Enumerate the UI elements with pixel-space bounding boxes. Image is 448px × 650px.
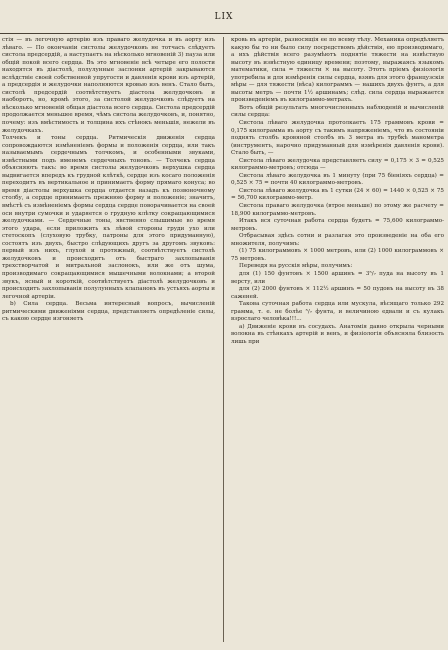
paragraph: Систола праваго желудочка (втрое меньше) по этому же расчету = 18,900 килограммо-метровъ.: [231, 203, 444, 217]
page-number: LIX: [214, 12, 234, 22]
paragraph: Отбрасывая здѣсь сотни и разлагая это произведеніе на оба его множителя, получимъ:: [231, 233, 444, 247]
paragraph: для (1) 150 фунтовъ × 1500 аршинъ = 3⁵/₇ пуда на высоту въ 1 версту, или: [231, 270, 444, 285]
left-column: [2, 37, 215, 642]
right-column: [231, 37, 444, 642]
paragraph: Систола лѣваго желудочка представляетъ силу = 0,175 × 3 = 0,525 килограммо-метровъ; отсюда —: [231, 157, 444, 172]
paragraph: кровь въ артеріи, разносящія ее по всему тѣлу. Механика опредѣляетъ какую бы то ни было силу посредствомъ дѣйствія, ею производимаго, а ихъ дѣйствія всего разумѣютъ поднятіе тяжести на извѣстную высоту въ извѣстную единицу времени; поэтому, выражаясь языкомъ математики, сила = тяжести × на высоту. Этотъ пріемъ физіологія употребила и для измѣренія силы сердца, взявъ для этого французскія мѣры — для тяжести (вѣса) килограммъ — нашихъ двухъ фунтъ, а для высоты метръ — почти 1½ аршинамъ; слѣд. сила сердца выражается произведеніемъ въ килограммо-метрахъ.: [231, 37, 444, 104]
paragraph: b) Сила сердца. Весьма интересный вопросъ, вычисленій ритмическими движеніями сердца, представляетъ опредѣленіе силы, съ какою сердце изгоняетъ: [2, 301, 215, 323]
paragraph: Вотъ общій результатъ многочисленныхъ наблюденій и вычисленій силы сердца:: [231, 104, 444, 119]
paragraph: (1) 75 килограммовъ × 1000 метровъ, или (2) 1000 килограммовъ × 75 метровъ.: [231, 248, 444, 262]
paragraph: для (2) 2000 фунтовъ × 112½ аршинъ = 50 пудовъ на высоту въ 38 саженей.: [231, 286, 444, 300]
paragraph: Систола лѣваго желудочка въ 1 минуту (при 75 біеніяхъ сердца) = 0,525 × 75 = почти 40 килограммо-метровъ.: [231, 172, 444, 187]
column-divider: [223, 37, 224, 642]
header-rule: [0, 33, 448, 34]
paragraph: Переведя на русскія мѣры, получимъ:: [239, 263, 353, 270]
paragraph: Толчекъ и тоны сердца. Ритмическія движенія сердца сопровождаются измѣненіемъ формы и положенія сердца, или такъ называемымъ сердечнымъ толчкомъ, и особенными звуками, извѣстными подъ именемъ сердечныхъ тоновъ. — Толчекъ сердца объясняютъ такъ: во время систолы желудочковъ верхушка сердца выдвигается впередъ къ грудной клѣткѣ, сердце изъ косаго положенія переходитъ въ вертикальное и принимаетъ форму прямаго конуса; во время діастолы верхушка сердца отдается назадъ къ позвоночному столбу, а сердце принимаетъ прежнюю форму и положеніе; значитъ, вмѣстѣ съ измѣненіемъ формы сердца сердце поворачивается на своей оси внутри сумочки и ударяется о грудную клѣтку сокращающимися желудочками. — Сердечные тоны, явственно слышимые во время этого удара, если приложить къ лѣвой стороны груди ухо или стетоскопъ (слуховую трубку, патроны для этого придуманную), состоятъ изъ двухъ, быстро слѣдующихъ другъ за другомъ звуковъ: первый изъ нихъ, глухой и протяжный, соотвѣтствуетъ систолѣ желудочковъ и происходитъ отъ быстраго захлопыванія трехстворчатой и митральной заслонокъ, или же отъ шума, производимаго сокращающимися мышечными волокнами; а второй звукъ, ясный и короткій, соотвѣтствуетъ діастолѣ желудочковъ и происходитъ захлопыванія полулунныхъ клапановъ въ устьяхъ аорты и легочной артеріи.: [2, 135, 215, 300]
paragraph: Такова суточная работа сердца или мускула, вѣсящаго только 292 грамма, т. е. не болѣе ⁵/₇ фунта, и величиною едвали и съ кулакъ взрослаго человѣка!!!...: [231, 301, 444, 323]
paragraph: Систола лѣваго желудочка протолкаетъ 175 граммовъ крови = 0,175 килограмма въ аорту съ такимъ напряженіемъ, что въ состояніи поднять столбъ кровяной столбъ въ 3 метра въ трубкѣ манометра (инструментъ, нарочно придуманный для измѣренія давленія крови). Стало быть, —: [231, 120, 444, 157]
paragraph: а) Движеніе крови въ сосудахъ. Анатомія давно открыла черными волокна въ стѣнкахъ артерій и венъ, и физіологія объясняла близость лишь при: [231, 323, 444, 345]
paragraph: Систола лѣваго желудочка въ 1 сутки (24 × 60) = 1440 × 0,525 × 75 = 56,700 килограммо-метр.: [231, 187, 444, 202]
paragraph: Итакъ вся суточная работа сердца будетъ = 75,600 килограммо-метровъ.: [231, 218, 444, 232]
paragraph: стія — въ легочную артерію изъ праваго желудочка и въ аорту изъ лѣваго. — По окончаніи систолы желудочковъ не тотчасъ слѣдуетъ систола предсердій, а наступаетъ на нѣсколько мгновеній 3) пауза или общій покой всего сердца. Въ это мгновеніе всѣ четыре его полости находятся въ діастолѣ, полулунные заслонки артерій закрываются вслѣдствіе своей собственной упругости и давленія крови изъ артерій, а предсердія и желудочки наполняются кровью изъ венъ. Стало быть, систолѣ предсердій соотвѣтствуетъ діастола желудочковъ и наоборотъ, но, кромѣ этого, за систолой желудочковъ слѣдуетъ на нѣсколько мгновеній общая діастола всего сердца. Систола предсердій продолжается меньшее время, чѣмъ систола желудочковъ, и, понятно, почему: изъ вмѣстимость и толщина ихъ стѣнокъ меньшія, нежели въ желудочкахъ.: [2, 37, 215, 134]
